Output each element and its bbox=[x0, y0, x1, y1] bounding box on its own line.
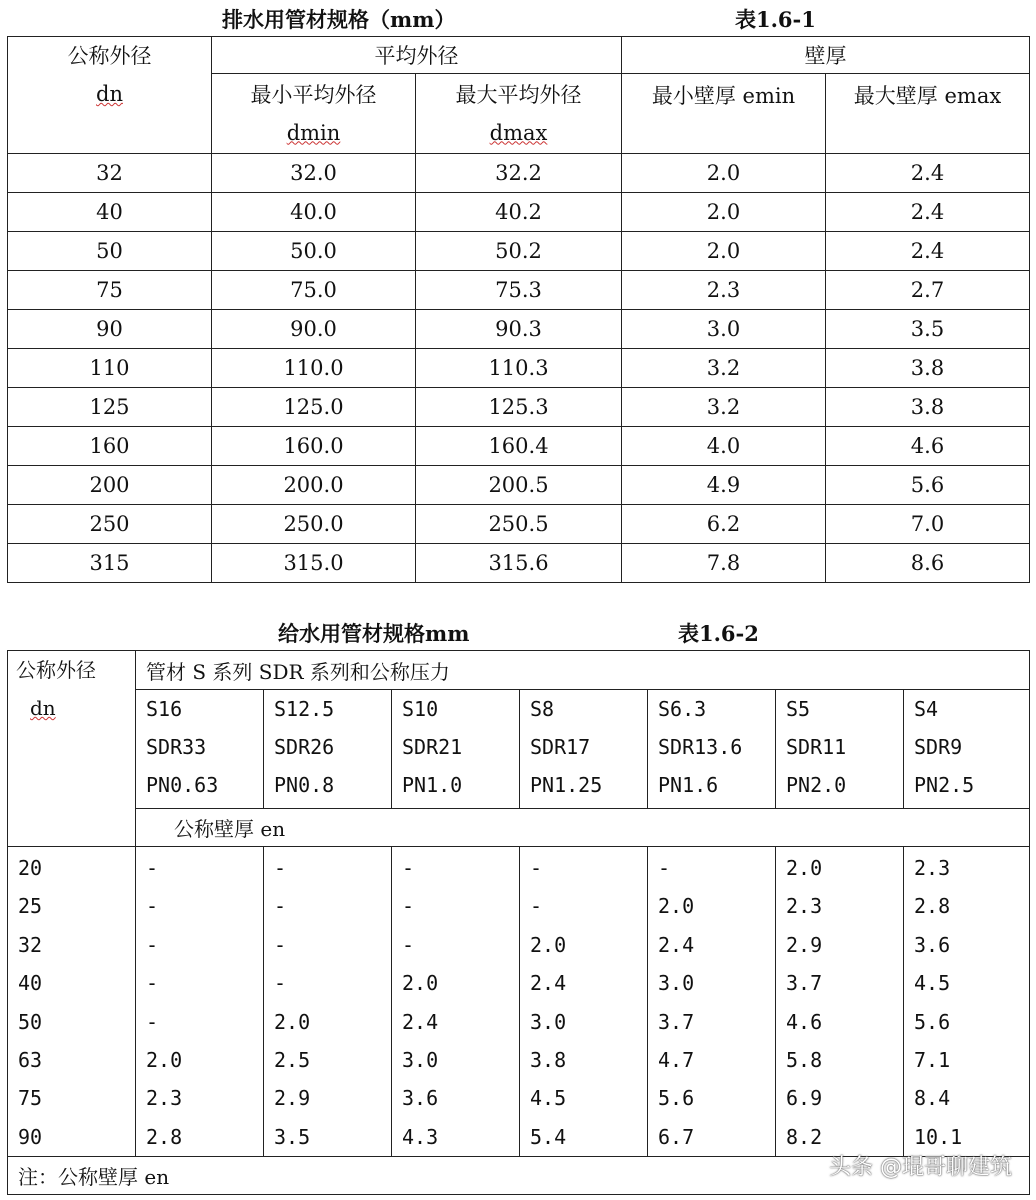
series-label: SDR13.6 bbox=[658, 735, 743, 759]
table-value: 5.6 bbox=[658, 1086, 695, 1111]
series-label: SDR17 bbox=[530, 735, 591, 759]
table-cell: 2.4 bbox=[826, 232, 1030, 271]
table-value: 32 bbox=[18, 932, 43, 957]
table-column-cell bbox=[264, 847, 392, 1157]
series-label: SDR26 bbox=[274, 735, 335, 759]
table-value: 2.9 bbox=[786, 932, 823, 957]
table-cell: 3.5 bbox=[826, 310, 1030, 349]
table-cell: 2.3 bbox=[622, 271, 826, 310]
table-column-cell bbox=[136, 847, 264, 1157]
table-value: 4.7 bbox=[658, 1048, 695, 1073]
table-cell: 90.0 bbox=[212, 310, 416, 349]
table-cell: 200.5 bbox=[416, 466, 622, 505]
table-cell: 2.0 bbox=[622, 232, 826, 271]
table-cell: 250.5 bbox=[416, 505, 622, 544]
table-cell: 200 bbox=[8, 466, 212, 505]
table-cell: 315.0 bbox=[212, 544, 416, 583]
table-cell: 160.4 bbox=[416, 427, 622, 466]
table-value: - bbox=[146, 856, 159, 880]
series-label: PN2.5 bbox=[914, 773, 975, 797]
table-value: 4.3 bbox=[402, 1124, 439, 1149]
table-value: - bbox=[146, 971, 159, 996]
table-value: 75 bbox=[18, 1086, 43, 1111]
table-cell: 32 bbox=[8, 154, 212, 193]
table-value: 3.6 bbox=[914, 932, 951, 957]
table-value: 3.0 bbox=[658, 971, 695, 996]
table-cell: 3.8 bbox=[826, 349, 1030, 388]
series-label: S10 bbox=[402, 697, 439, 721]
table-cell: 2.7 bbox=[826, 271, 1030, 310]
table-cell: 250 bbox=[8, 505, 212, 544]
table-cell: 7.0 bbox=[826, 505, 1030, 544]
table-cell: 160 bbox=[8, 427, 212, 466]
table-value: 3.8 bbox=[530, 1048, 567, 1073]
table-value: 40 bbox=[18, 971, 43, 996]
table-row bbox=[8, 505, 1030, 544]
table-row bbox=[8, 193, 1030, 232]
table-value: 2.4 bbox=[402, 1009, 439, 1034]
header-series: 管材 S 系列 SDR 系列和公称压力 bbox=[136, 651, 1030, 690]
table-cell: 8.6 bbox=[826, 544, 1030, 583]
table-cell: 110.3 bbox=[416, 349, 622, 388]
table-value: 20 bbox=[18, 856, 43, 880]
table-cell: 125.0 bbox=[212, 388, 416, 427]
table-value: - bbox=[402, 856, 415, 880]
table-value: - bbox=[146, 894, 159, 919]
header-avg-diameter: 平均外径 bbox=[212, 37, 622, 74]
series-label: SDR33 bbox=[146, 735, 207, 759]
table-value: 5.4 bbox=[530, 1124, 567, 1149]
table-value: - bbox=[146, 932, 159, 957]
table-value: 6.9 bbox=[786, 1086, 823, 1111]
header-dmin: 最小平均外径 dmin bbox=[212, 74, 416, 154]
series-label: SDR11 bbox=[786, 735, 847, 759]
table-cell: 3.0 bbox=[622, 310, 826, 349]
table-column-cell bbox=[8, 847, 136, 1157]
table-cell: 315.6 bbox=[416, 544, 622, 583]
table-value: 4.5 bbox=[914, 971, 951, 996]
table-value: 3.6 bbox=[402, 1086, 439, 1111]
series-label: PN2.0 bbox=[786, 773, 847, 797]
table-cell: 50.0 bbox=[212, 232, 416, 271]
table-value: 2.0 bbox=[530, 932, 567, 957]
table-value: 2.0 bbox=[402, 971, 439, 996]
series-label: S5 bbox=[786, 697, 811, 721]
series-header-cell bbox=[392, 690, 520, 809]
table-cell: 315 bbox=[8, 544, 212, 583]
table-value: 5.6 bbox=[914, 1009, 951, 1034]
table-cell: 110.0 bbox=[212, 349, 416, 388]
header-dn: 公称外径 dn bbox=[8, 37, 212, 154]
table-column-cell bbox=[904, 847, 1030, 1157]
table-value: 7.1 bbox=[914, 1048, 951, 1073]
table-value: 2.0 bbox=[146, 1048, 183, 1073]
table-value: 2.8 bbox=[146, 1124, 183, 1149]
table-cell: 4.9 bbox=[622, 466, 826, 505]
series-label: PN1.25 bbox=[530, 773, 603, 797]
table-cell: 160.0 bbox=[212, 427, 416, 466]
table-row bbox=[8, 154, 1030, 193]
table-value: 5.8 bbox=[786, 1048, 823, 1073]
table-value: - bbox=[146, 1009, 159, 1034]
header-wall-thickness: 壁厚 bbox=[622, 37, 1030, 74]
watermark: 头条 @琨哥聊建筑 bbox=[829, 1155, 1012, 1180]
table-cell: 3.2 bbox=[622, 349, 826, 388]
table-cell: 90 bbox=[8, 310, 212, 349]
table-value: 2.3 bbox=[914, 856, 951, 880]
table-value: 50 bbox=[18, 1009, 43, 1034]
table1-number: 表1.6-1 bbox=[735, 7, 816, 32]
table1-title: 排水用管材规格（mm） bbox=[222, 7, 456, 32]
series-label: S8 bbox=[530, 697, 555, 721]
table-cell: 75.3 bbox=[416, 271, 622, 310]
table-cell: 90.3 bbox=[416, 310, 622, 349]
table-value: - bbox=[274, 856, 287, 880]
table-value: - bbox=[274, 932, 287, 957]
table-value: 2.5 bbox=[274, 1048, 311, 1073]
table-cell: 125 bbox=[8, 388, 212, 427]
table-cell: 32.0 bbox=[212, 154, 416, 193]
table-cell: 4.6 bbox=[826, 427, 1030, 466]
table-value: - bbox=[658, 856, 671, 880]
series-label: SDR9 bbox=[914, 735, 963, 759]
table-value: 3.0 bbox=[402, 1048, 439, 1073]
table-value: 10.1 bbox=[914, 1124, 963, 1149]
table-cell: 7.8 bbox=[622, 544, 826, 583]
table-cell: 4.0 bbox=[622, 427, 826, 466]
table-value: - bbox=[530, 856, 543, 880]
table-cell: 32.2 bbox=[416, 154, 622, 193]
table-row bbox=[8, 544, 1030, 583]
table-value: 2.3 bbox=[146, 1086, 183, 1111]
table-cell: 200.0 bbox=[212, 466, 416, 505]
table-cell: 125.3 bbox=[416, 388, 622, 427]
table-cell: 3.8 bbox=[826, 388, 1030, 427]
table-value: 8.4 bbox=[914, 1086, 951, 1111]
table-cell: 2.0 bbox=[622, 193, 826, 232]
series-label: PN1.0 bbox=[402, 773, 463, 797]
table-cell: 75 bbox=[8, 271, 212, 310]
series-label: S4 bbox=[914, 697, 939, 721]
table-value: - bbox=[402, 894, 415, 919]
table-value: - bbox=[530, 894, 543, 919]
table-row bbox=[8, 271, 1030, 310]
table-value: 2.4 bbox=[530, 971, 567, 996]
series-label: PN0.63 bbox=[146, 773, 219, 797]
table-cell: 50.2 bbox=[416, 232, 622, 271]
table-value: 3.0 bbox=[530, 1009, 567, 1034]
table-row bbox=[8, 466, 1030, 505]
table-value: 63 bbox=[18, 1048, 43, 1073]
table-cell: 50 bbox=[8, 232, 212, 271]
table-column-cell bbox=[392, 847, 520, 1157]
table-cell: 40 bbox=[8, 193, 212, 232]
table-value: 90 bbox=[18, 1124, 43, 1149]
table-value: 2.0 bbox=[274, 1009, 311, 1034]
table-column-cell bbox=[648, 847, 776, 1157]
table-value: 2.3 bbox=[786, 894, 823, 919]
table-cell: 5.6 bbox=[826, 466, 1030, 505]
table-value: 3.7 bbox=[786, 971, 823, 996]
drainage-pipe-table bbox=[7, 36, 1030, 583]
table-cell: 3.2 bbox=[622, 388, 826, 427]
table-value: - bbox=[274, 971, 287, 996]
series-label: PN1.6 bbox=[658, 773, 719, 797]
table-column-cell bbox=[776, 847, 904, 1157]
table-row bbox=[8, 232, 1030, 271]
table2-title: 给水用管材规格mm bbox=[278, 621, 470, 646]
table2-number: 表1.6-2 bbox=[678, 621, 759, 646]
table-row bbox=[8, 310, 1030, 349]
series-label: PN0.8 bbox=[274, 773, 335, 797]
table-cell: 2.0 bbox=[622, 154, 826, 193]
table-value: 8.2 bbox=[786, 1124, 823, 1149]
table-value: 3.7 bbox=[658, 1009, 695, 1034]
series-label: S16 bbox=[146, 697, 183, 721]
table-value: 2.0 bbox=[786, 856, 823, 880]
header-dmax: 最大平均外径 dmax bbox=[416, 74, 622, 154]
table-value: 25 bbox=[18, 894, 43, 919]
table-cell: 250.0 bbox=[212, 505, 416, 544]
table-cell: 2.4 bbox=[826, 154, 1030, 193]
table-cell: 40.0 bbox=[212, 193, 416, 232]
table-value: 2.9 bbox=[274, 1086, 311, 1111]
table-value: - bbox=[402, 932, 415, 957]
water-supply-pipe-table bbox=[7, 650, 1030, 1195]
series-label: S12.5 bbox=[274, 697, 335, 721]
header-nominal-wall: 公称壁厚 en bbox=[136, 809, 1030, 847]
table-value: - bbox=[274, 894, 287, 919]
header-emax: 最大壁厚 emax bbox=[826, 74, 1030, 154]
table-value: 4.5 bbox=[530, 1086, 567, 1111]
series-label: SDR21 bbox=[402, 735, 463, 759]
table-row bbox=[8, 427, 1030, 466]
series-header-cell bbox=[904, 690, 1030, 809]
series-header-cell bbox=[264, 690, 392, 809]
table-column-cell bbox=[520, 847, 648, 1157]
table-cell: 75.0 bbox=[212, 271, 416, 310]
table-row bbox=[8, 349, 1030, 388]
table-value: 6.7 bbox=[658, 1124, 695, 1149]
table-row bbox=[8, 388, 1030, 427]
series-header-cell bbox=[520, 690, 648, 809]
header-dn: 公称外径 dn bbox=[8, 651, 136, 847]
series-header-cell bbox=[776, 690, 904, 809]
table-value: 4.6 bbox=[786, 1009, 823, 1034]
table-value: 2.4 bbox=[658, 932, 695, 957]
header-emin: 最小壁厚 emin bbox=[622, 74, 826, 154]
table-cell: 110 bbox=[8, 349, 212, 388]
table-cell: 40.2 bbox=[416, 193, 622, 232]
series-header-cell bbox=[136, 690, 264, 809]
series-label: S6.3 bbox=[658, 697, 707, 721]
series-header-cell bbox=[648, 690, 776, 809]
table-cell: 2.4 bbox=[826, 193, 1030, 232]
table2-note: 注：公称壁厚 en bbox=[8, 1157, 1030, 1195]
table-value: 3.5 bbox=[274, 1124, 311, 1149]
table-cell: 6.2 bbox=[622, 505, 826, 544]
table-value: 2.8 bbox=[914, 894, 951, 919]
table-value: 2.0 bbox=[658, 894, 695, 919]
